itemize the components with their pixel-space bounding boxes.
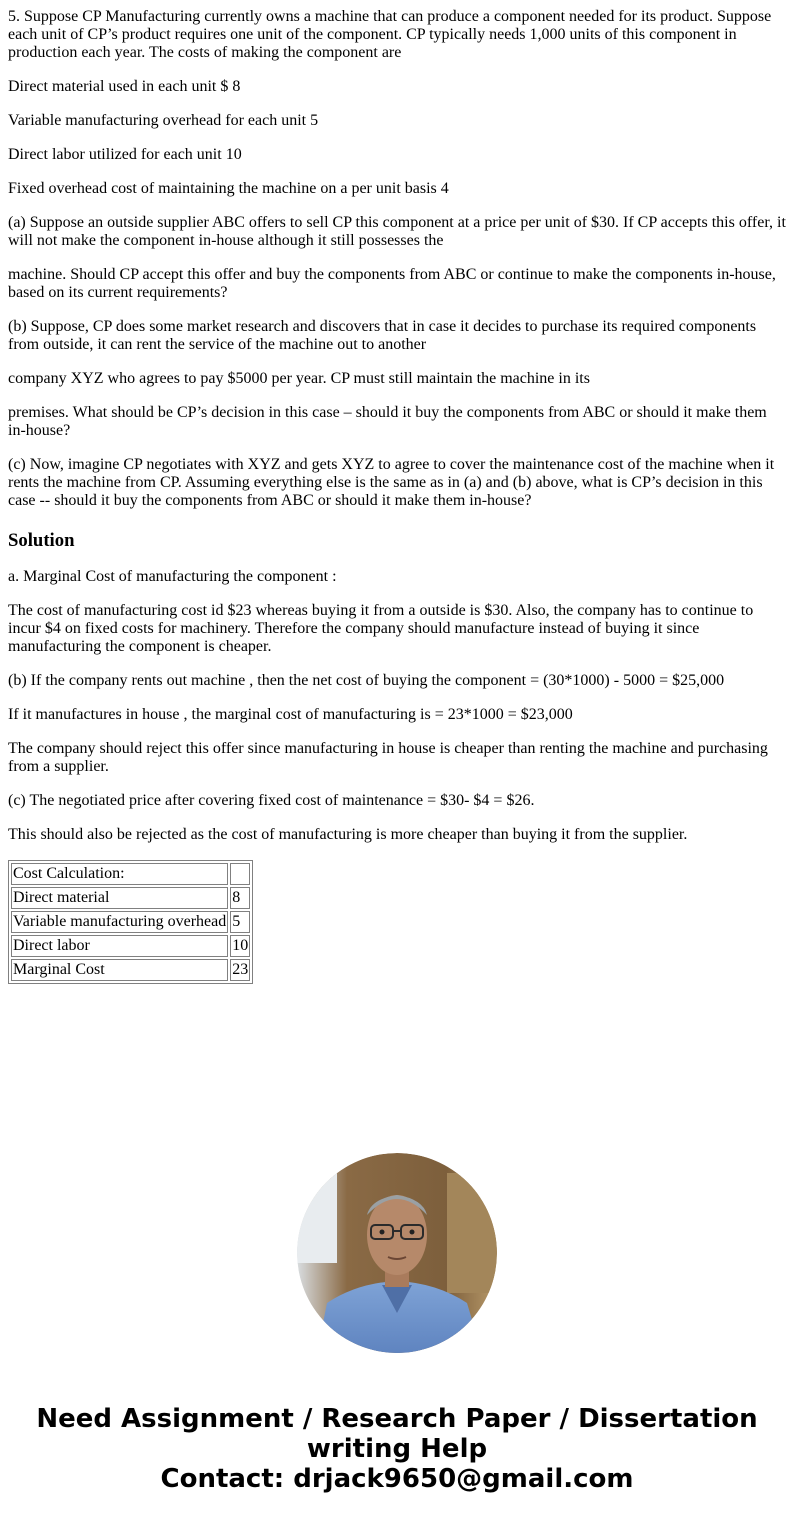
question-part-c: (c) Now, imagine CP negotiates with XYZ and gets XYZ to agree to cover the maintenance cost of the machine when it rents the machine from CP. Assuming everything else is the same as in (a) and (b) above, what is CP’s decision in this case -- should it buy the components from ABC or should it make them in-house?	[8, 456, 775, 509]
table-cell-value: 5	[230, 911, 250, 933]
table-cell-label: Cost Calculation:	[11, 863, 228, 885]
question-intro: 5. Suppose CP Manufacturing currently owns a machine that can produce a component needed for its product. Suppose each unit of CP’s product requires one unit of the component. CP typically needs 1,000 units of this component in production each year. The costs of making the component are	[8, 8, 772, 61]
author-portrait-image	[297, 1153, 497, 1353]
table-cell-value	[230, 863, 250, 885]
table-cell-label: Marginal Cost	[11, 959, 228, 981]
cost-calculation-table	[8, 860, 253, 984]
cost-line-variable-overhead: Variable manufacturing overhead for each unit 5	[8, 112, 319, 129]
solution-heading: Solution	[8, 530, 75, 551]
table-row	[11, 911, 250, 933]
table-row	[11, 935, 250, 957]
author-avatar	[297, 1153, 497, 1353]
solution-para-b-manufacture: If it manufactures in house , the marginal cost of manufacturing is = 23*1000 = $23,000	[8, 706, 573, 723]
question-part-b-end: premises. What should be CP’s decision in this case – should it buy the components from ABC or should it make them in-house?	[8, 404, 767, 439]
solution-para-c-conclusion: This should also be rejected as the cost of manufacturing is more cheaper than buying it from the supplier.	[8, 826, 688, 843]
table-cell-label: Variable manufacturing overhead	[11, 911, 228, 933]
solution-para-a-explanation: The cost of manufacturing cost id $23 whereas buying it from a outside is $30. Also, the company has to continue to incur $4 on fixed costs for machinery. Therefore the company should manufacture instead of buying it since manufacturing the component is cheaper.	[8, 602, 754, 655]
promo-contact: Contact: drjack9650@gmail.com	[160, 1464, 634, 1494]
promo-line-1: Need Assignment / Research Paper / Dissertation	[36, 1404, 758, 1434]
solution-para-c: (c) The negotiated price after covering fixed cost of maintenance = $30- $4 = $26.	[8, 792, 535, 809]
table-row	[11, 887, 250, 909]
solution-para-a: a. Marginal Cost of manufacturing the component :	[8, 568, 337, 585]
cost-line-direct-labor: Direct labor utilized for each unit 10	[8, 146, 242, 163]
solution-para-b-conclusion: The company should reject this offer since manufacturing in house is cheaper than renting the machine and purchasing from a supplier.	[8, 740, 768, 775]
promo-line-2: writing Help	[306, 1434, 488, 1464]
cost-line-fixed-overhead: Fixed overhead cost of maintaining the machine on a per unit basis 4	[8, 180, 449, 197]
cost-line-direct-material: Direct material used in each unit $ 8	[8, 78, 241, 95]
table-cell-value: 23	[230, 959, 250, 981]
table-row	[11, 959, 250, 981]
table-cell-value: 10	[230, 935, 250, 957]
document-body	[8, 8, 788, 984]
promo-banner	[0, 1404, 794, 1494]
table-cell-value: 8	[230, 887, 250, 909]
question-part-b-continued: company XYZ who agrees to pay $5000 per year. CP must still maintain the machine in its	[8, 370, 590, 387]
table-cell-label: Direct labor	[11, 935, 228, 957]
question-part-a-continued: machine. Should CP accept this offer and buy the components from ABC or continue to make the components in-house, based on its current requirements?	[8, 266, 776, 301]
solution-para-b: (b) If the company rents out machine , then the net cost of buying the component = (30*1000) - 5000 = $25,000	[8, 672, 725, 689]
table-cell-label: Direct material	[11, 887, 228, 909]
question-part-b: (b) Suppose, CP does some market research and discovers that in case it decides to purchase its required components from outside, it can rent the service of the machine out to another	[8, 318, 757, 353]
question-part-a: (a) Suppose an outside supplier ABC offers to sell CP this component at a price per unit of $30. If CP accepts this offer, it will not make the component in-house although it still possesses the	[8, 214, 786, 249]
table-row	[11, 863, 250, 885]
